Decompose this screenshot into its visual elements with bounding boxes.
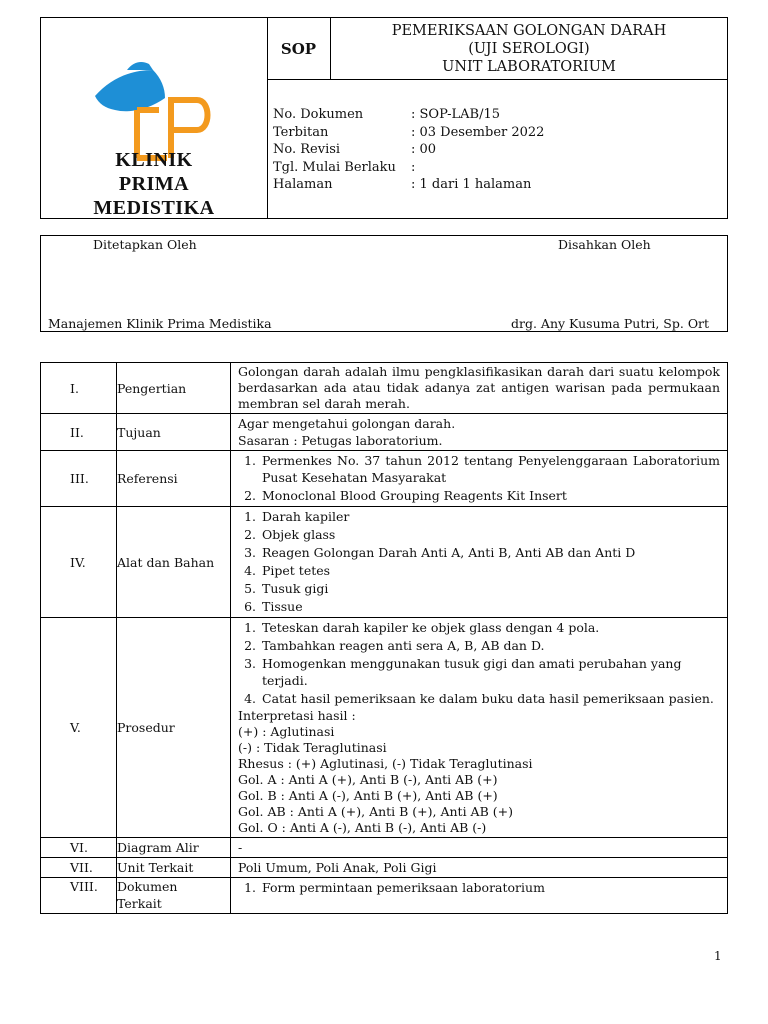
- table-row: [41, 838, 728, 858]
- section-content: [231, 451, 728, 507]
- list-item: 1. Permenkes No. 37 tahun 2012 tentang Penyelenggaraan Laboratorium Pusat Kesehatan Masyarakat: [260, 452, 720, 486]
- logo-cell: [41, 18, 268, 218]
- approved-by-heading: Disahkan Oleh: [558, 237, 651, 252]
- title-line: UNIT LABORATORIUM: [442, 58, 616, 75]
- section-label: Unit Terkait: [117, 858, 231, 878]
- established-by-signer: Manajemen Klinik Prima Medistika: [48, 316, 272, 331]
- interpretation-line: Gol. A : Anti A (+), Anti B (-), Anti AB (+): [238, 772, 498, 787]
- table-row: [41, 618, 728, 838]
- document-header: [40, 17, 728, 219]
- section-number: VII.: [41, 858, 117, 878]
- content-line: Sasaran : Petugas laboratorium.: [238, 433, 443, 448]
- table-row: [41, 858, 728, 878]
- section-number: VI.: [41, 838, 117, 858]
- document-metadata: [273, 106, 544, 194]
- section-label: Diagram Alir: [117, 838, 231, 858]
- table-row: [41, 878, 728, 914]
- list-item: 1. Form permintaan pemeriksaan laboratorium: [260, 879, 720, 896]
- reference-list: [238, 452, 720, 504]
- clinic-name-line: MEDISTIKA: [93, 197, 215, 219]
- list-item: 1. Teteskan darah kapiler ke objek glass dengan 4 pola.: [260, 619, 720, 636]
- section-number: I.: [41, 363, 117, 414]
- section-label: Alat dan Bahan: [117, 507, 231, 618]
- section-content: Golongan darah adalah ilmu pengklasifikasikan darah dari suatu kelompok berdasarkan ada atau tidak adanya zat antigen warisan pada permukaan membran sel darah merah.: [231, 363, 728, 414]
- clinic-name-line: KLINIK: [115, 149, 193, 171]
- meta-row: [273, 159, 544, 177]
- list-item: 4. Catat hasil pemeriksaan ke dalam buku data hasil pemeriksaan pasien.: [260, 690, 720, 707]
- content-line: Agar mengetahui golongan darah.: [238, 416, 456, 431]
- label-line: Dokumen: [117, 879, 178, 894]
- meta-label: No. Revisi: [273, 142, 341, 157]
- title-line: PEMERIKSAAN GOLONGAN DARAH: [391, 22, 667, 39]
- section-label: [117, 878, 231, 914]
- list-item: 2. Monoclonal Blood Grouping Reagents Kit Insert: [260, 487, 720, 504]
- meta-label: Terbitan: [273, 124, 329, 140]
- section-content: [231, 878, 728, 914]
- list-item: 3. Homogenkan menggunakan tusuk gigi dan amati perubahan yang terjadi.: [260, 655, 720, 689]
- title-line: (UJI SEROLOGI): [468, 40, 590, 57]
- sop-label: SOP: [267, 18, 331, 80]
- section-number: II.: [41, 414, 117, 451]
- interpretation-line: Gol. O : Anti A (-), Anti B (-), Anti AB (-): [238, 820, 487, 835]
- section-label: Prosedur: [117, 618, 231, 838]
- meta-value: : 03 Desember 2022: [411, 124, 545, 140]
- approved-by-signer: drg. Any Kusuma Putri, Sp. Ort: [511, 316, 710, 331]
- section-label: Pengertian: [117, 363, 231, 414]
- interpretation-block: [238, 708, 720, 836]
- list-item: 3. Reagen Golongan Darah Anti A, Anti B, Anti AB dan Anti D: [260, 544, 720, 561]
- section-content: [231, 618, 728, 838]
- table-row: [41, 363, 728, 414]
- meta-value: : SOP-LAB/15: [411, 107, 501, 122]
- section-content: [231, 507, 728, 618]
- procedure-list: [238, 619, 720, 707]
- interpretation-line: Gol. AB : Anti A (+), Anti B (+), Anti AB (+): [238, 804, 513, 819]
- meta-row: [273, 176, 544, 194]
- list-item: 6. Tissue: [260, 598, 720, 615]
- page-number: 1: [714, 949, 722, 963]
- list-item: 4. Pipet tetes: [260, 562, 720, 579]
- clinic-name-line: PRIMA: [118, 173, 190, 195]
- clinic-name: [41, 148, 267, 220]
- section-label: Referensi: [117, 451, 231, 507]
- list-item: 2. Objek glass: [260, 526, 720, 543]
- table-row: [41, 414, 728, 451]
- section-number: V.: [41, 618, 117, 838]
- meta-value: : 00: [411, 142, 437, 157]
- table-row: [41, 507, 728, 618]
- sop-content-table: [40, 362, 728, 914]
- meta-row: [273, 106, 544, 124]
- section-content: [231, 414, 728, 451]
- list-item: 1. Darah kapiler: [260, 508, 720, 525]
- meta-row: [273, 124, 544, 142]
- section-content: -: [231, 838, 728, 858]
- meta-value: : 1 dari 1 halaman: [411, 177, 532, 192]
- documents-list: [238, 879, 720, 896]
- meta-label: No. Dokumen: [273, 107, 364, 122]
- section-number: VIII.: [41, 878, 117, 914]
- section-label: Tujuan: [117, 414, 231, 451]
- section-number: IV.: [41, 507, 117, 618]
- list-item: 5. Tusuk gigi: [260, 580, 720, 597]
- interpretation-line: (+) : Aglutinasi: [238, 724, 335, 739]
- interpretation-line: Rhesus : (+) Aglutinasi, (-) Tidak Teraglutinasi: [238, 756, 533, 771]
- list-item: 2. Tambahkan reagen anti sera A, B, AB dan D.: [260, 637, 720, 654]
- document-title: [331, 18, 727, 80]
- approval-block: [40, 235, 728, 332]
- section-number: III.: [41, 451, 117, 507]
- section-content: Poli Umum, Poli Anak, Poli Gigi: [231, 858, 728, 878]
- interpretation-line: Interpretasi hasil :: [238, 708, 356, 723]
- established-by-heading: Ditetapkan Oleh: [93, 237, 197, 252]
- table-row: [41, 451, 728, 507]
- meta-label: Halaman: [273, 177, 333, 192]
- meta-value: :: [411, 159, 416, 175]
- interpretation-line: Gol. B : Anti A (-), Anti B (+), Anti AB (+): [238, 788, 498, 803]
- meta-label: Tgl. Mulai Berlaku: [273, 159, 396, 175]
- meta-row: [273, 141, 544, 159]
- interpretation-line: (-) : Tidak Teraglutinasi: [238, 740, 387, 755]
- materials-list: [238, 508, 720, 615]
- label-line: Terkait: [117, 896, 162, 911]
